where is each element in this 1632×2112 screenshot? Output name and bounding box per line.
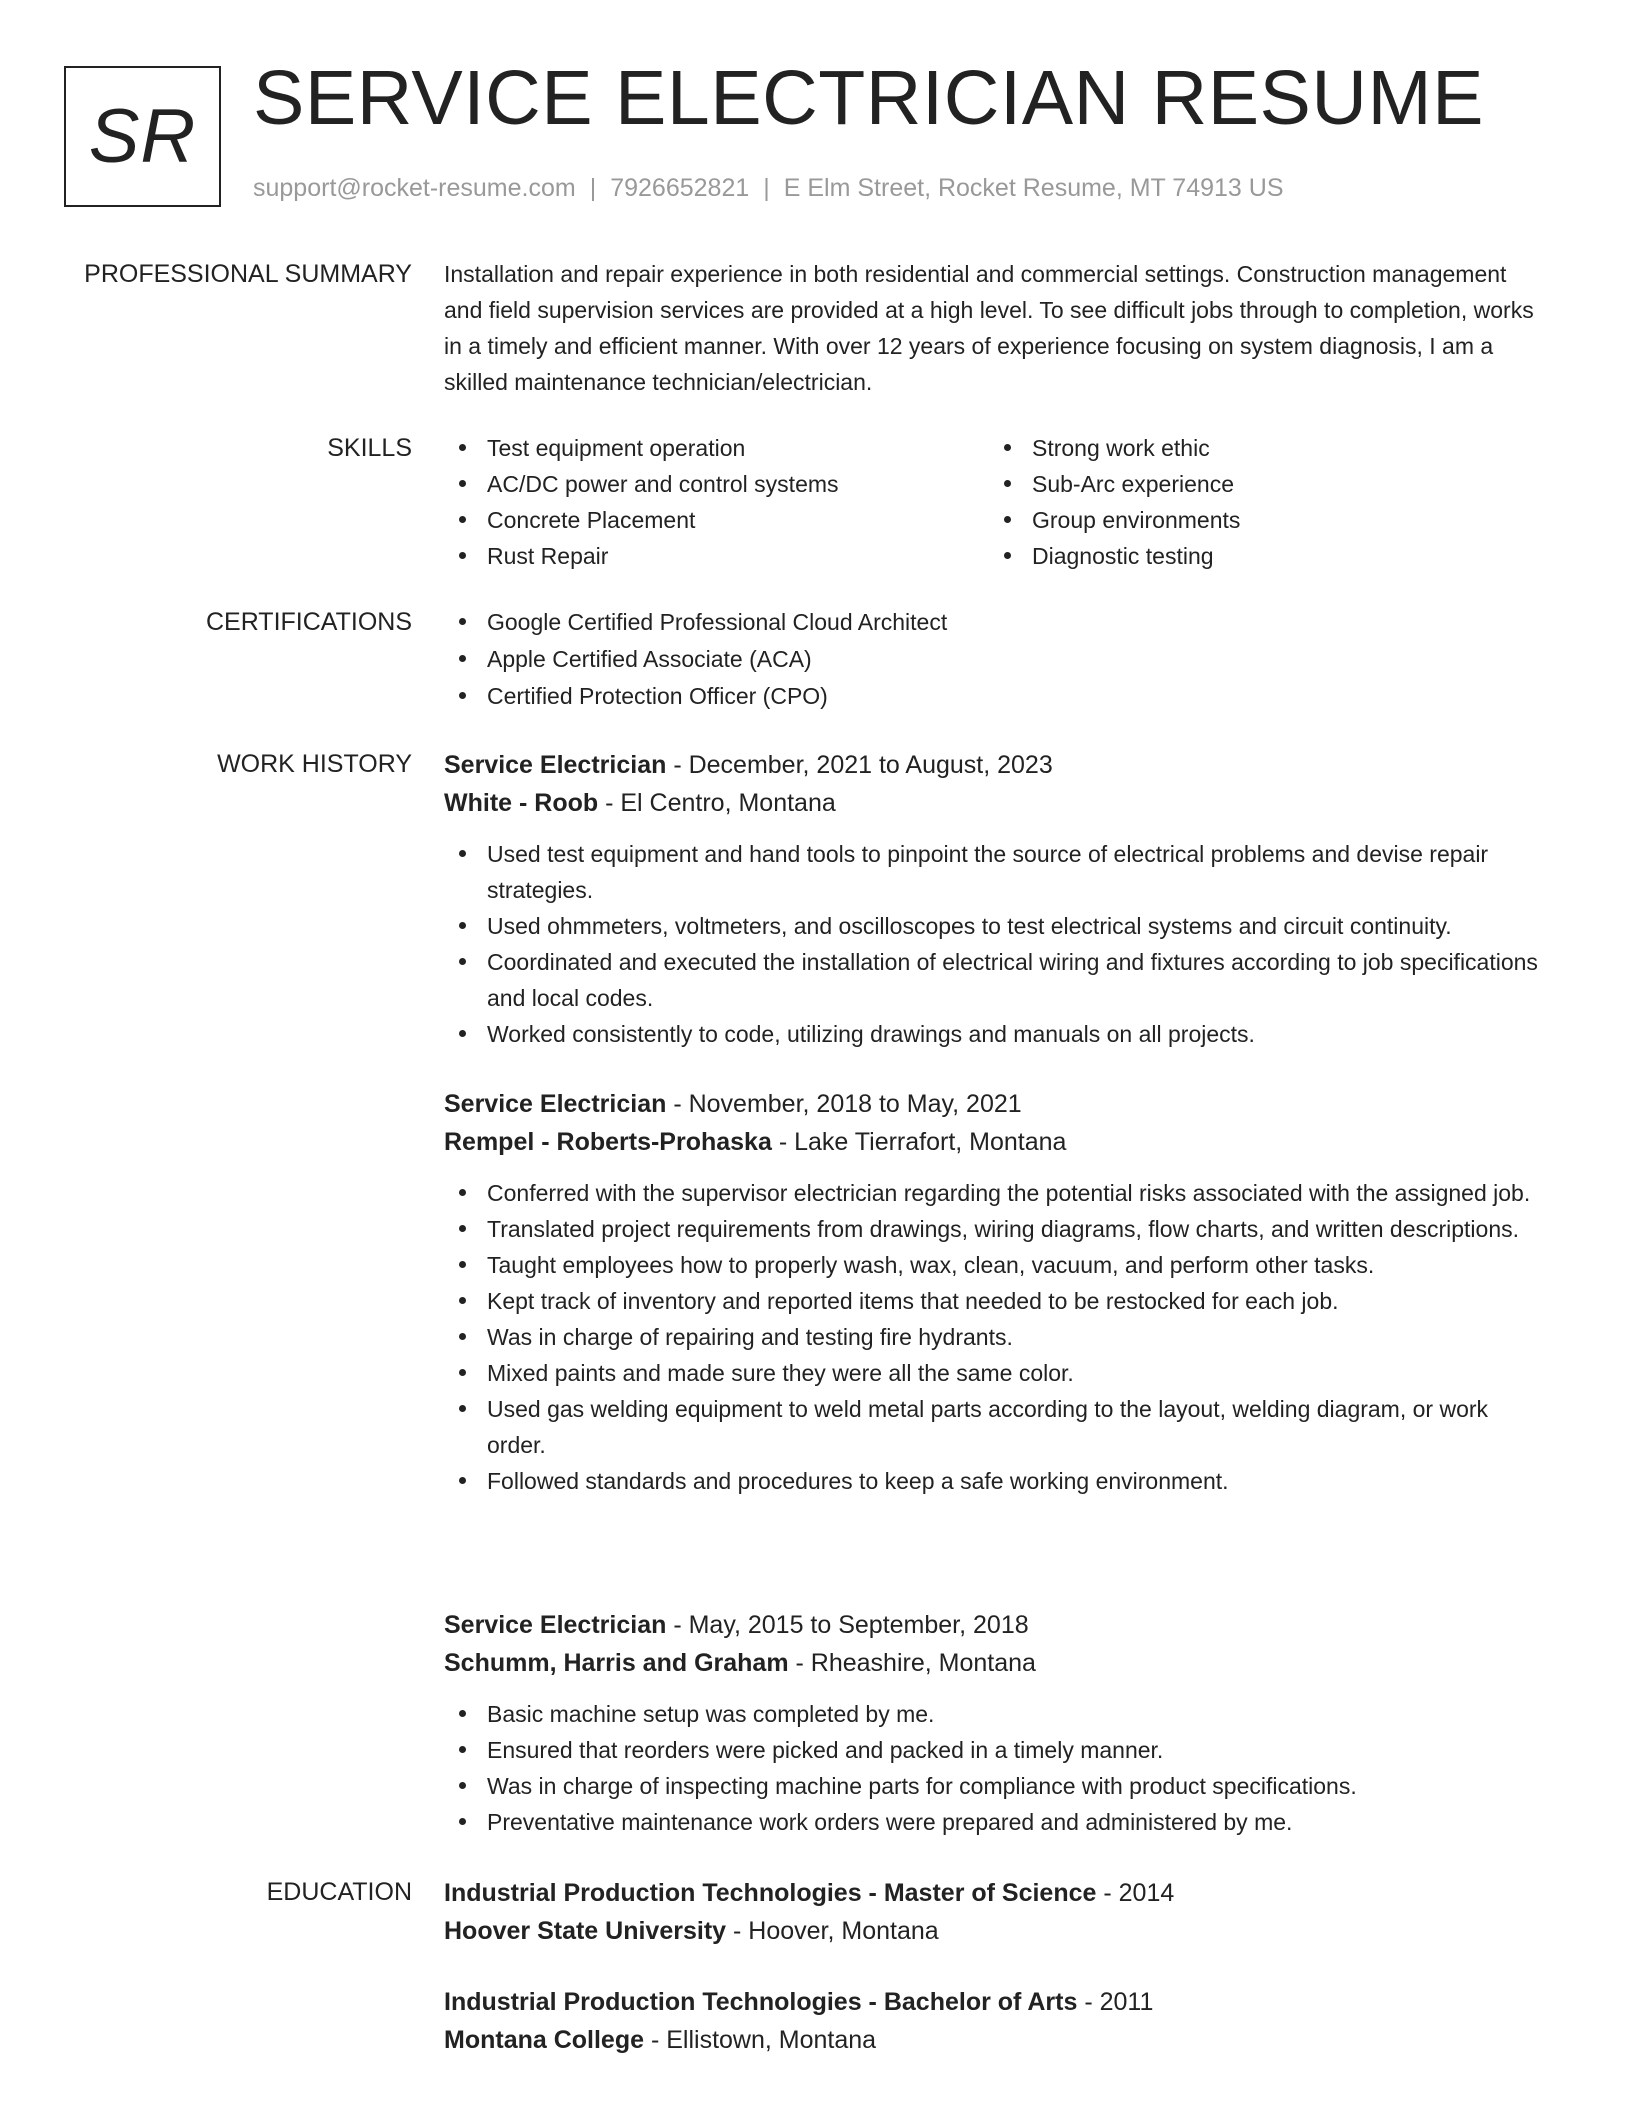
contact-phone: 7926652821 [610, 174, 750, 202]
skill-item: Strong work ethic [989, 430, 1534, 466]
education-degree: Industrial Production Technologies - Bachelor of Arts [444, 1988, 1078, 2016]
job-title-line [444, 1085, 1544, 1123]
skill-item: Test equipment operation [444, 430, 989, 466]
job-bullet: Mixed paints and made sure they were all the same color. [444, 1355, 1544, 1391]
job-bullet-list [444, 1696, 1544, 1840]
job-dates: - May, 2015 to September, 2018 [666, 1611, 1029, 1639]
certifications-heading: CERTIFICATIONS [205, 608, 412, 636]
education-school: Montana College [444, 2026, 645, 2054]
job-company-line [444, 1123, 1544, 1161]
skills-list-right [989, 430, 1534, 574]
job-location: - El Centro, Montana [598, 789, 836, 817]
contact-separator: | [589, 174, 597, 202]
skills-list-left [444, 430, 989, 574]
skills-heading: SKILLS [327, 434, 412, 462]
job-bullet: Basic machine setup was completed by me. [444, 1696, 1544, 1732]
education-school-line [444, 2021, 1544, 2059]
job-location: - Lake Tierrafort, Montana [771, 1128, 1067, 1156]
education-year: - 2011 [1077, 1988, 1154, 2016]
job-dates: - December, 2021 to August, 2023 [666, 751, 1053, 779]
contact-separator: | [763, 174, 770, 202]
skill-item: Sub-Arc experience [989, 466, 1534, 502]
skill-item: Group environments [989, 502, 1534, 538]
job-title: Service Electrician [444, 751, 667, 779]
education-degree-line [444, 1983, 1544, 2021]
job-bullet: Conferred with the supervisor electrician regarding the potential risks associated with the assigned job. [444, 1175, 1544, 1211]
certifications-list [444, 604, 1544, 715]
job-dates: - November, 2018 to May, 2021 [666, 1090, 1022, 1118]
job-company: Schumm, Harris and Graham [444, 1649, 789, 1677]
job-bullet: Kept track of inventory and reported items that needed to be restocked for each job. [444, 1283, 1544, 1319]
skill-item: Rust Repair [444, 538, 989, 574]
job-bullet: Ensured that reorders were picked and packed in a timely manner. [444, 1732, 1544, 1768]
job-bullet: Followed standards and procedures to keep a safe working environment. [444, 1463, 1544, 1499]
job-company: White - Roob [444, 789, 599, 817]
job-title-line [444, 1606, 1544, 1644]
skill-item: Concrete Placement [444, 502, 989, 538]
education-school: Hoover State University [444, 1917, 727, 1945]
job-company-line [444, 784, 1544, 822]
job-bullet: Coordinated and executed the installation of electrical wiring and fixtures according to job specifications and local codes. [444, 944, 1544, 1016]
job-title: Service Electrician [444, 1611, 667, 1639]
certification-item: Certified Protection Officer (CPO) [444, 678, 1544, 715]
resume-title: SERVICE ELECTRICIAN RESUME [253, 55, 1485, 141]
job-bullet: Worked consistently to code, utilizing drawings and manuals on all projects. [444, 1016, 1544, 1052]
certification-item: Google Certified Professional Cloud Architect [444, 604, 1544, 641]
education-year: - 2014 [1096, 1879, 1175, 1907]
education-degree: Industrial Production Technologies - Master of Science [444, 1879, 1097, 1907]
job-bullet: Was in charge of inspecting machine parts for compliance with product specifications. [444, 1768, 1544, 1804]
job-company: Rempel - Roberts-Prohaska [444, 1128, 772, 1156]
summary-text: Installation and repair experience in both residential and commercial settings. Construction management and field supervision services are provided at a high level. To see difficult jobs through to completion, works in a timely and efficient manner. With over 12 years of experience focusing on system diagnosis, I am a skilled maintenance technician/electrician. [444, 261, 1534, 395]
job-bullet: Was in charge of repairing and testing fire hydrants. [444, 1319, 1544, 1355]
certifications-body [444, 604, 1544, 715]
job-title: Service Electrician [444, 1090, 667, 1118]
education-entry [444, 1874, 1544, 1950]
initials-monogram: SR [64, 66, 221, 207]
contact-email: support@rocket-resume.com [253, 174, 576, 202]
skill-item: AC/DC power and control systems [444, 466, 989, 502]
job-bullet: Used gas welding equipment to weld metal parts according to the layout, welding diagram, or work order. [444, 1391, 1544, 1463]
job-bullet: Taught employees how to properly wash, wax, clean, vacuum, and perform other tasks. [444, 1247, 1544, 1283]
summary-heading: PROFESSIONAL SUMMARY [84, 260, 412, 288]
education-location: - Ellistown, Montana [644, 2026, 877, 2054]
job-location: - Rheashire, Montana [788, 1649, 1036, 1677]
contact-address: E Elm Street, Rocket Resume, MT 74913 US [783, 174, 1284, 202]
job-bullet: Used ohmmeters, voltmeters, and oscilloscopes to test electrical systems and circuit continuity. [444, 908, 1544, 944]
job-title-line [444, 746, 1544, 784]
education-degree-line [444, 1874, 1544, 1912]
job-bullet: Preventative maintenance work orders were prepared and administered by me. [444, 1804, 1544, 1840]
job-company-line [444, 1644, 1544, 1682]
education-location: - Hoover, Montana [726, 1917, 939, 1945]
job-bullet-list [444, 836, 1544, 1052]
contact-line [253, 174, 1284, 203]
certification-item: Apple Certified Associate (ACA) [444, 641, 1544, 678]
job-bullet-list [444, 1175, 1544, 1499]
education-school-line [444, 1912, 1544, 1950]
job-bullet: Translated project requirements from drawings, wiring diagrams, flow charts, and written descriptions. [444, 1211, 1544, 1247]
education-heading: EDUCATION [266, 1878, 412, 1906]
work-history-heading: WORK HISTORY [217, 750, 412, 778]
skills-body [444, 430, 1544, 574]
skill-item: Diagnostic testing [989, 538, 1534, 574]
job-bullet: Used test equipment and hand tools to pinpoint the source of electrical problems and devise repair strategies. [444, 836, 1544, 908]
